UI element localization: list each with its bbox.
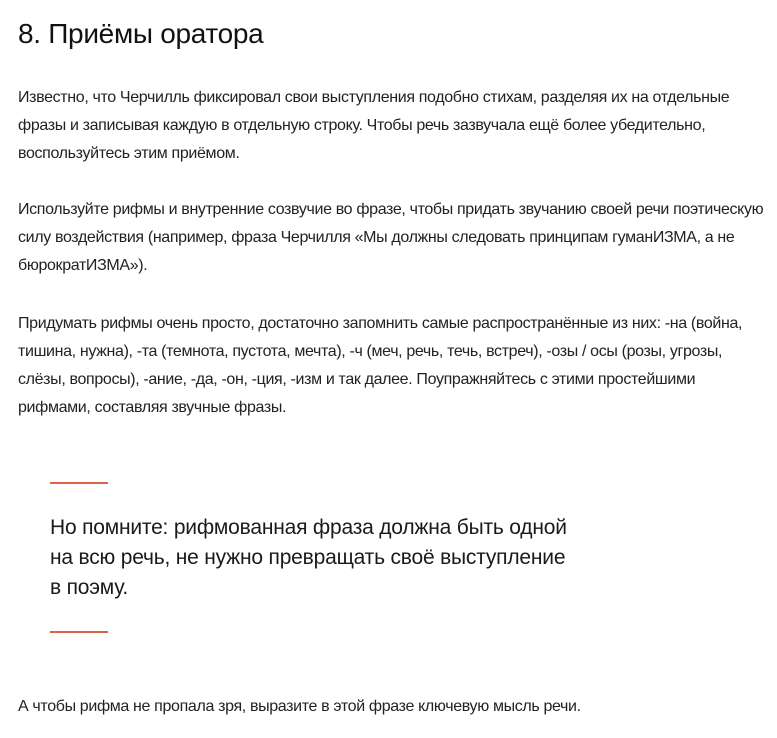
- paragraph-rhyme-examples: Придумать рифмы очень просто, достаточно запомнить самые распространённые из них: -на (война, тишина, нужна), -та (темнота, пустота, мечта), -ч (меч, речь, течь, встреч), -озы / осы (розы, угрозы, слёзы, вопросы), -ание, -да, -он, -ция, -изм и так далее. Поупражняйтесь с этими простейшими рифмами, составляя звучные фразы.: [18, 315, 743, 416]
- pull-quote: Но помните: рифмованная фраза должна быть одной на всю речь, не нужно превращать своё выступление в поэму.: [50, 516, 567, 599]
- section-title: 8. Приёмы оратора: [18, 18, 264, 49]
- paragraph-churchill: Известно, что Черчилль фиксировал свои выступления подобно стихам, разделяя их на отдельные фразы и записывая каждую в отдельную строку. Чтобы речь зазвучала ещё более убедительно, воспользуйтесь этим приёмом.: [18, 89, 730, 162]
- quote-bottom-divider: [50, 631, 108, 633]
- paragraph-rhymes: Используйте рифмы и внутренние созвучие во фразе, чтобы придать звучанию своей речи поэтическую силу воздействия (например, фраза Черчилля «Мы должны следовать принципам гуманИЗМА, а не бюрократИЗМА»).: [18, 201, 764, 274]
- paragraph-closing: А чтобы рифма не пропала зря, выразите в этой фразе ключевую мысль речи.: [18, 698, 581, 715]
- quote-top-divider: [50, 482, 108, 484]
